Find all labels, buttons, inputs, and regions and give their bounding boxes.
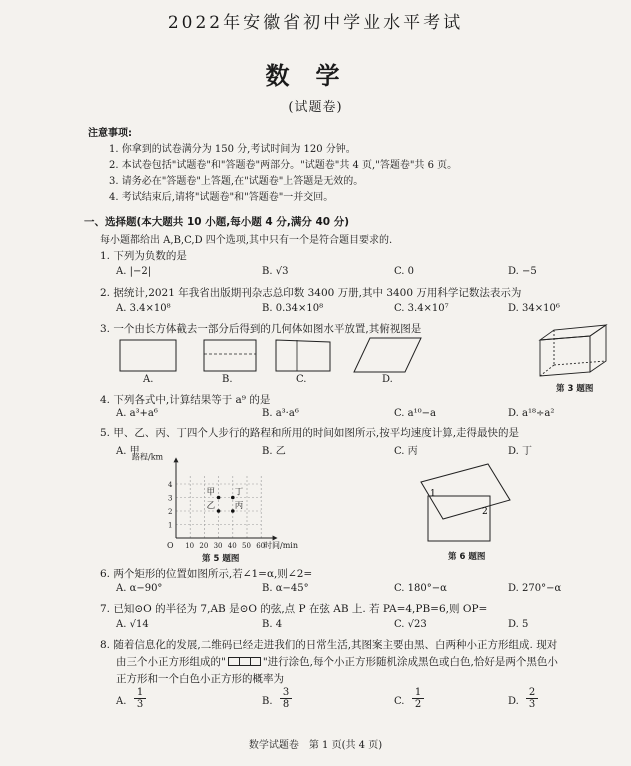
option-b-label: B.	[262, 696, 273, 707]
question-stem: 5. 甲、乙、丙、丁四个人步行的路程和所用的时间如图所示,按平均速度计算,走得最快的是	[100, 427, 520, 439]
x-tick-label: 20	[199, 542, 209, 550]
y-tick-label: 4	[168, 481, 173, 489]
option-d: D. 5	[508, 619, 529, 630]
option-b: B. √3	[262, 266, 289, 277]
x-tick-label: 60	[256, 542, 266, 550]
note-item: 1. 你拿到的试卷满分为 150 分,考试时间为 120 分钟。	[109, 144, 356, 155]
option-d: D. −5	[508, 266, 537, 277]
note-item: 4. 考试结束后,请将"试题卷"和"答题卷"一并交回。	[109, 192, 334, 203]
question-stem: 2. 据统计,2021 年我省出版期刊杂志总印数 3400 万册,其中 3400 万用科学记数法表示为	[100, 287, 522, 299]
data-point-label: 甲	[206, 487, 216, 498]
option-c-fraction: 1 2	[412, 687, 424, 710]
option-c-label: C.	[296, 374, 307, 385]
question-stem: 6. 两个矩形的位置如图所示,若∠1=α,则∠2=	[100, 568, 313, 580]
question-stem-line: 正方形和一个白色小正方形的概率为	[116, 673, 284, 685]
x-axis-label: 时间/min	[264, 541, 299, 550]
question-stem-line: 8. 随着信息化的发展,二维码已经走进我们的日常生活,其图案主要由黑、白两种小正方形组成. 现对	[100, 639, 558, 651]
option-b: B. a³·a⁶	[262, 408, 299, 419]
y-tick-label: 2	[168, 508, 173, 516]
option-b-label: B.	[222, 374, 233, 385]
question-stem-line: 由三个小正方形组成的" "进行涂色,每个小正方形随机涂成黑色或白色,恰好是两个黑色小	[116, 656, 558, 668]
question-stem: 1. 下列为负数的是	[100, 250, 187, 262]
option-a: A. α−90°	[116, 583, 163, 594]
section-heading: 一、选择题(本大题共 10 小题,每小题 4 分,满分 40 分)	[84, 216, 350, 228]
x-tick-label: 50	[242, 542, 251, 550]
question-stem: 3. 一个由长方体截去一部分后得到的几何体如图水平放置,其俯视图是	[100, 323, 422, 335]
option-c: C. 3.4×10⁷	[394, 303, 449, 314]
option-d-fraction: 2 3	[526, 687, 538, 710]
option-d-label: D.	[508, 696, 519, 707]
option-a: A. a³+a⁶	[116, 408, 158, 419]
x-tick-label: 30	[213, 542, 223, 550]
option-d: D. 270°−α	[508, 583, 562, 594]
fig6-rect-lower	[428, 496, 490, 541]
notes-heading: 注意事项:	[88, 128, 132, 139]
page-footer: 数学试题卷 第 1 页(共 4 页)	[248, 740, 383, 751]
option-a: A. 甲	[116, 446, 140, 457]
fig6-angle2: 2	[482, 507, 488, 517]
fig6-angle1: 1	[430, 489, 436, 499]
exam-title: 2022年安徽省初中学业水平考试	[167, 13, 464, 33]
option-a: A. √14	[116, 619, 149, 630]
x-tick-label: 10	[185, 542, 195, 550]
option-a-label: A.	[143, 374, 154, 385]
option-a-fraction: 1 3	[134, 687, 146, 710]
fig5-caption: 第 5 题图	[202, 554, 240, 564]
option-a: A. |−2|	[116, 266, 152, 277]
origin-label: O	[167, 541, 174, 550]
option-b: B. 4	[262, 619, 283, 630]
option-c: C. √23	[394, 619, 427, 630]
y-tick-label: 3	[168, 494, 173, 503]
data-point-label: 乙	[206, 501, 216, 511]
question-stem: 7. 已知⊙O 的半径为 7,AB 是⊙O 的弦,点 P 在弦 AB 上. 若 PA=4,PB=6,则 OP=	[100, 603, 488, 615]
option-b: B. 乙	[262, 446, 286, 457]
option-a-label: A.	[116, 696, 127, 707]
x-tick-label: 40	[227, 542, 237, 550]
section-instruction: 每小题都给出 A,B,C,D 四个选项,其中只有一个是符合题目要求的.	[100, 235, 393, 246]
fig3-caption: 第 3 题图	[556, 384, 594, 394]
option-c: C. a¹⁰−a	[394, 408, 436, 419]
fig6-caption: 第 6 题图	[448, 552, 486, 562]
option-d: D. a¹⁸÷a²	[508, 408, 555, 419]
option-b: B. α−45°	[262, 583, 309, 594]
option-c: C. 丙	[394, 446, 418, 457]
y-tick-label: 1	[168, 521, 173, 530]
option-c-label: C.	[394, 696, 405, 707]
note-item: 3. 请务必在"答题卷"上答题,在"试题卷"上答题是无效的。	[109, 176, 364, 187]
data-point-label: 丁	[234, 487, 244, 498]
subject-title: 数学	[265, 62, 366, 90]
option-a: A. 3.4×10⁸	[116, 303, 171, 314]
option-d: D. 丁	[508, 446, 533, 457]
paper-label: (试题卷)	[288, 100, 343, 115]
three-squares-icon	[228, 657, 261, 666]
note-item: 2. 本试卷包括"试题卷"和"答题卷"两部分。"试题卷"共 4 页,"答题卷"共 6 页。	[109, 160, 458, 171]
option-b: B. 0.34×10⁸	[262, 303, 324, 314]
question-stem: 4. 下列各式中,计算结果等于 a⁹ 的是	[100, 394, 271, 406]
data-point-label: 丙	[234, 501, 244, 511]
y-axis-label: 路程/km	[132, 452, 164, 462]
option-b-fraction: 3 8	[280, 687, 292, 710]
option-c: C. 180°−α	[394, 583, 447, 594]
option-c: C. 0	[394, 266, 415, 277]
option-d-label: D.	[382, 374, 393, 385]
option-d: D. 34×10⁶	[508, 303, 560, 314]
